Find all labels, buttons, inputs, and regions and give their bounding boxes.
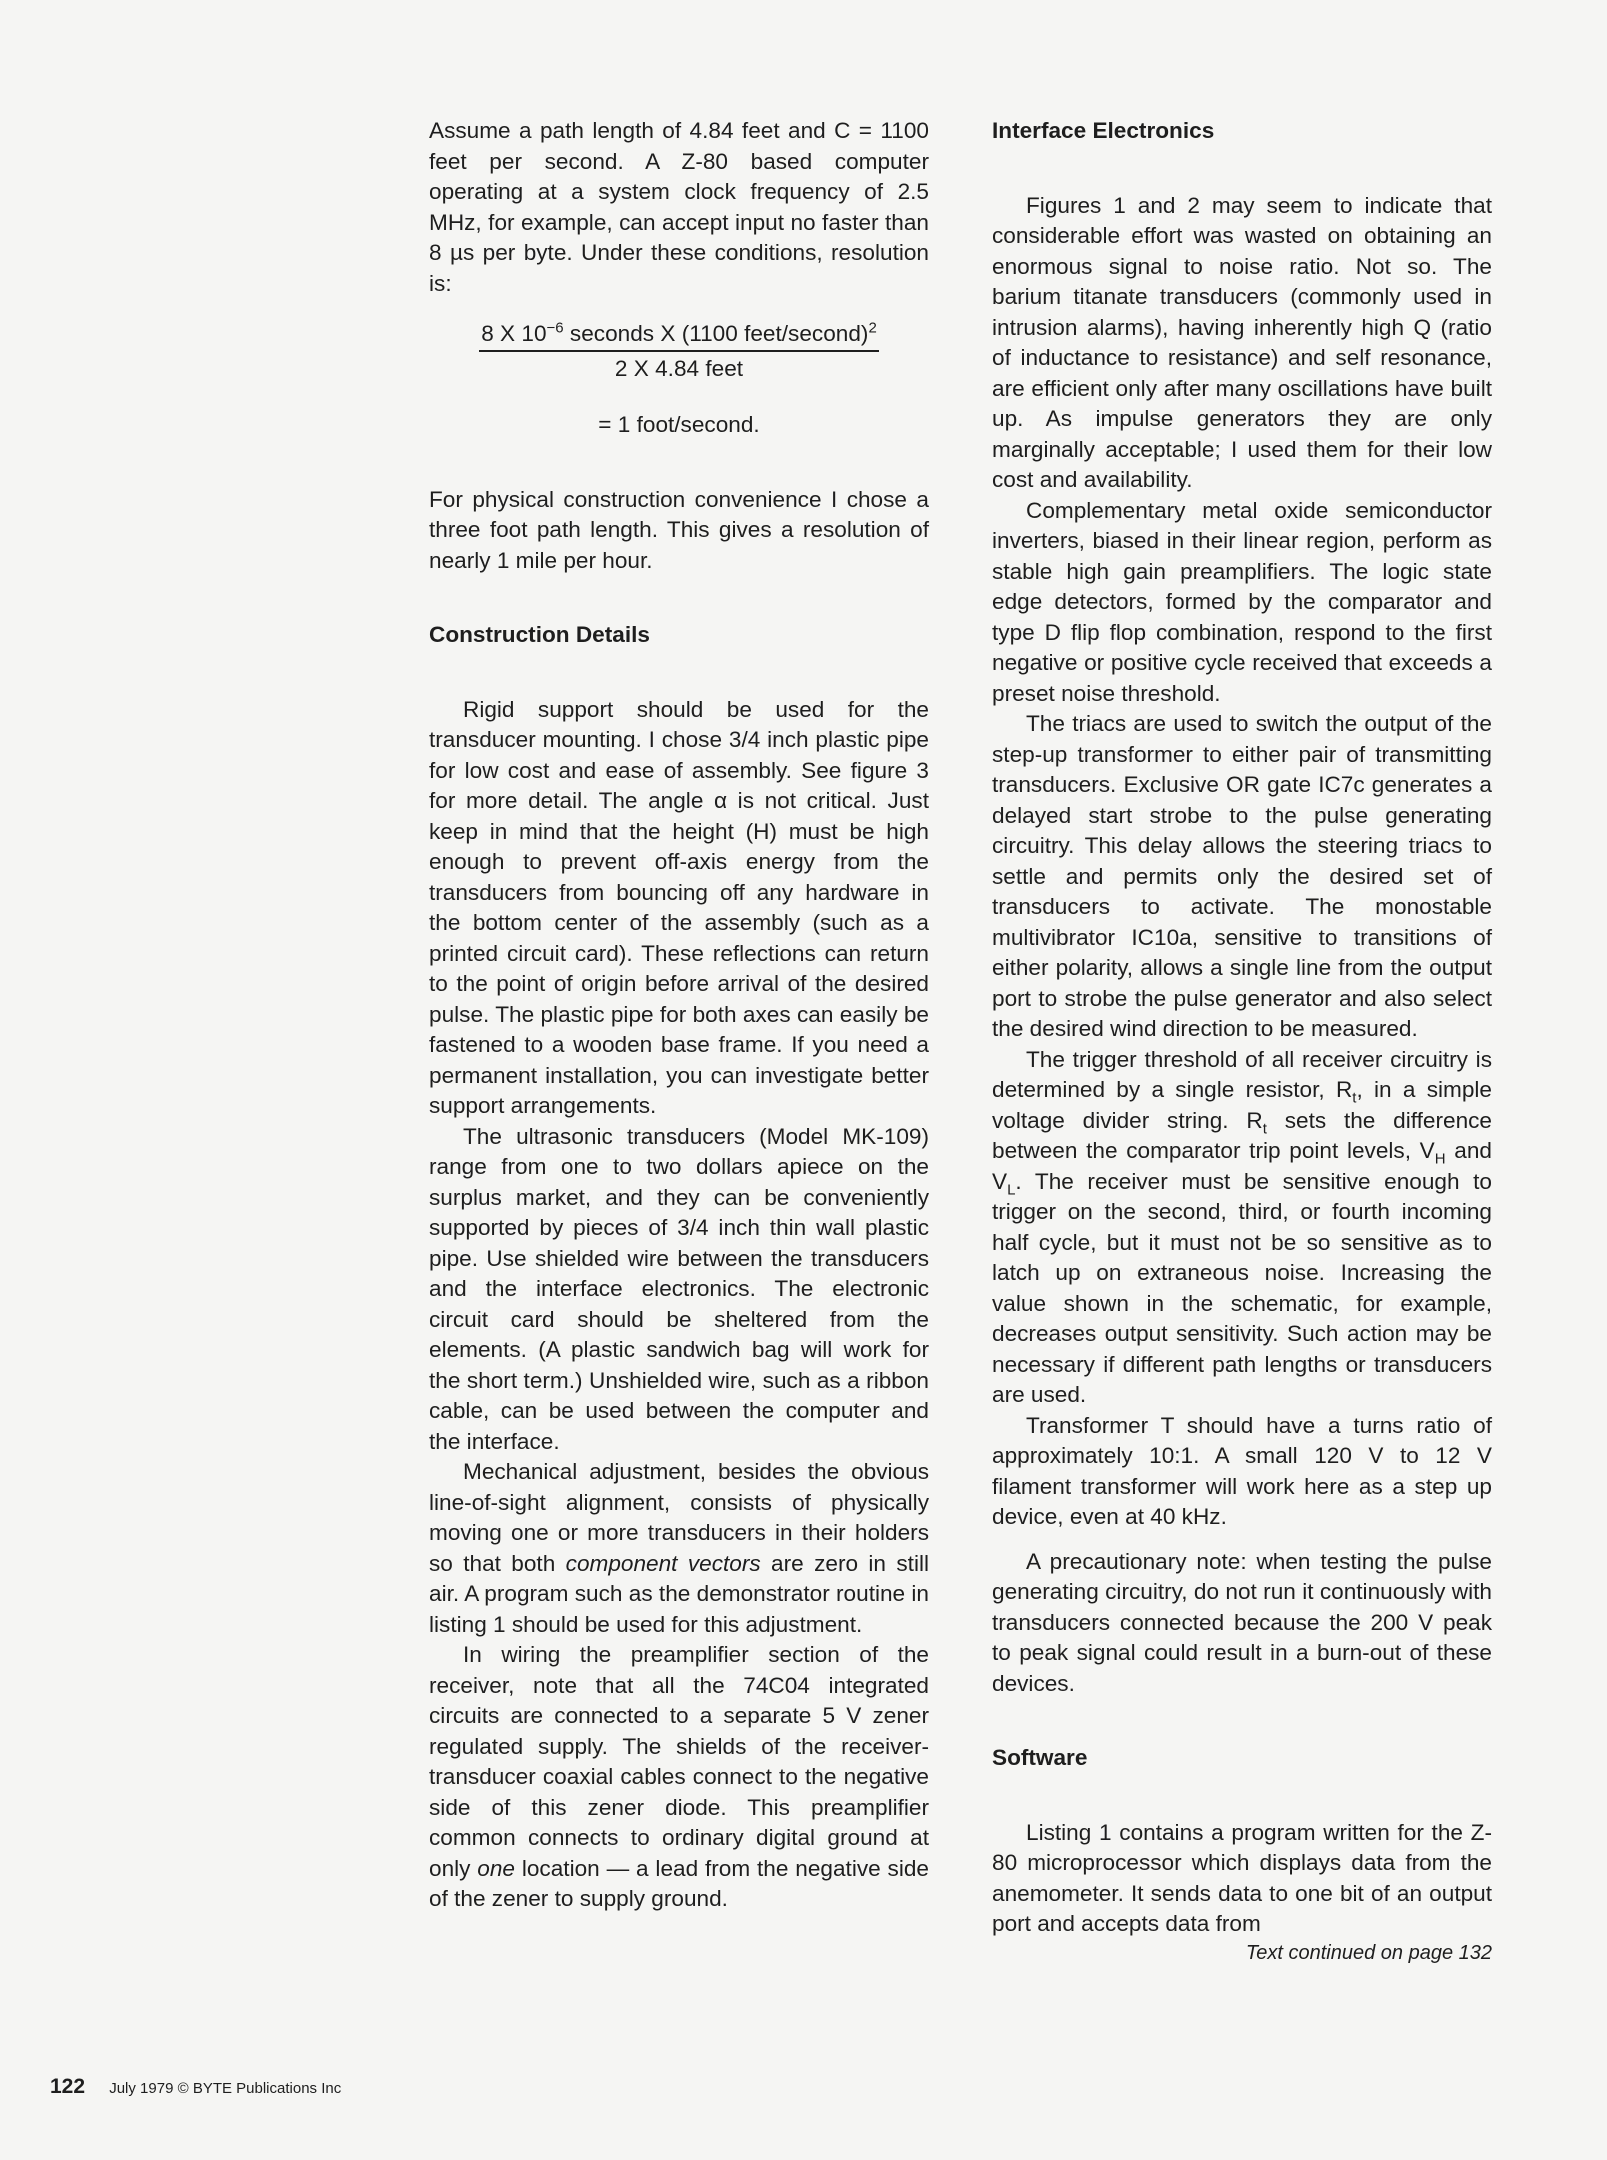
software-heading: Software: [992, 1745, 1088, 1770]
continued-note: Text continued on page 132: [1245, 1941, 1492, 1964]
construction-heading: Construction Details: [429, 622, 650, 647]
equation-numerator: [479, 319, 879, 352]
cmos-paragraph: Complementary metal oxide semiconductor inverters, biased in their linear region, perform as stable high gain preamplifiers. The logic state edge detectors, formed by the comparator and type D flip flop combination, respond to the first negative or positive cycle received that exceeds a preset noise threshold.: [992, 497, 1492, 706]
caution-paragraph: A precautionary note: when testing the pulse generating circuitry, do not run it continuously with transducers connected because the 200 V peak to peak signal could result in a burn-out of these devices.: [992, 1548, 1492, 1696]
page-number: 122: [50, 2075, 86, 2098]
figures-paragraph: Figures 1 and 2 may seem to indicate that considerable effort was wasted on obtaining an enormous signal to noise ratio. Not so. The barium titanate transducers (commonly used in intrusion alarms), having inherently high Q (ratio of inductance to resistance) and self resonance, are efficient only after many oscillations have built up. As impulse generators they are only marginally acceptable; I used them for their low cost and availability.: [992, 192, 1492, 492]
rigid-support-paragraph: Rigid support should be used for the transducer mounting. I chose 3/4 inch plastic pipe for low cost and ease of assembly. See figure 3 for more detail. The angle α is not critical. Just keep in mind that the height (H) must be high enough to prevent off-axis energy from the transducers from bouncing off any hardware in the bottom center of the assembly (such as a printed circuit card). These reflections can return to the point of origin before arrival of the desired pulse. The plastic pipe for both axes can easily be fastened to a wooden base frame. If you need a permanent installation, you can investigate better support arrangements.: [429, 696, 929, 1118]
transformer-paragraph: Transformer T should have a turns ratio of approximately 10:1. A small 120 V to 12 V filament transformer will work here as a step up device, even at 40 kHz.: [992, 1412, 1492, 1529]
wiring-paragraph: In wiring the preamplifier section of the receiver, note that all the 74C04 integrated circuits are connected to a separate 5 V zener regulated supply. The shields of the receiver-transducer coaxial cables connect to the negative side of this zener diode. This preamplifier common connects to ordinary digital ground at only one location — a lead from the negative side of the zener to supply ground.: [429, 1642, 929, 1911]
numerator-exponent: −6: [546, 319, 564, 337]
mechanical-paragraph: Mechanical adjustment, besides the obvious line-of-sight alignment, consists of physically moving one or more transducers in their holders so that both component vectors are zero in still air. A program such as the demonstrator routine in listing 1 should be used for this adjustment.: [429, 1459, 930, 1637]
numerator-square: 2: [868, 319, 877, 337]
equation-fraction: [479, 319, 879, 384]
left-column: [429, 116, 929, 1915]
listing-paragraph: Listing 1 contains a program written for the Z-80 microprocessor which displays data from the anemometer. It sends data to one bit of an output port and accepts data from: [992, 1819, 1492, 1936]
resolution-equation: [429, 319, 929, 441]
equation-denominator: 2 X 4.84 feet: [614, 355, 744, 381]
interface-heading: Interface Electronics: [992, 118, 1215, 143]
trigger-paragraph: The trigger threshold of all receiver circuitry is determined by a single resistor, $R_t$, in a simple voltage divider string. $R_t$ sets the difference between the comparator trip point levels, $V_H$ and $V_L$. The receiver must be sensitive enough to trigger on the second, third, or fourth incoming half cycle, but it must not be so sensitive as to latch up on extraneous noise. Increasing the value shown in the schematic, for example, decreases output sensitivity. Such action may be necessary if different path lengths or transducers are used.: [992, 1046, 1492, 1407]
triacs-paragraph: The triacs are used to switch the output of the step-up transformer to either pair of transmitting transducers. Exclusive OR gate IC7c generates a delayed start strobe to the pulse generating circuitry. This delay allows the steering triacs to settle and permits only the desired set of transducers to activate. The monostable multivibrator IC10a, sensitive to transitions of either polarity, allows a single line from the output port to strobe the pulse generator and also select the desired wind direction to be measured.: [992, 711, 1492, 1041]
numerator-part-b: seconds X (1100 feet/second): [563, 321, 869, 346]
equation-result: = 1 foot/second.: [598, 412, 760, 437]
intro-paragraph: Assume a path length of 4.84 feet and C = 1100 feet per second. A Z-80 based computer operating at a system clock frequency of 2.5 MHz, for example, can accept input no faster than 8 µs per byte. Under these conditions, resolution is:: [429, 118, 929, 296]
ultrasonic-paragraph: The ultrasonic transducers (Model MK-109) range from one to two dollars apiece on the surplus market, and they can be conveniently supported by pieces of 3/4 inch thin wall plastic pipe. Use shielded wire between the transducers and the interface electronics. The electronic circuit card should be sheltered from the elements. (A plastic sandwich bag will work for the short term.) Unshielded wire, such as a ribbon cable, can be used between the computer and the interface.: [429, 1123, 929, 1454]
numerator-part-a: 8 X 10: [481, 321, 547, 346]
copyright-credit: July 1979 © BYTE Publications Inc: [109, 2080, 342, 2097]
right-column: [992, 116, 1492, 1966]
path-paragraph: For physical construction convenience I chose a three foot path length. This gives a resolution of nearly 1 mile per hour.: [429, 486, 929, 573]
page-footer: [50, 2075, 341, 2099]
